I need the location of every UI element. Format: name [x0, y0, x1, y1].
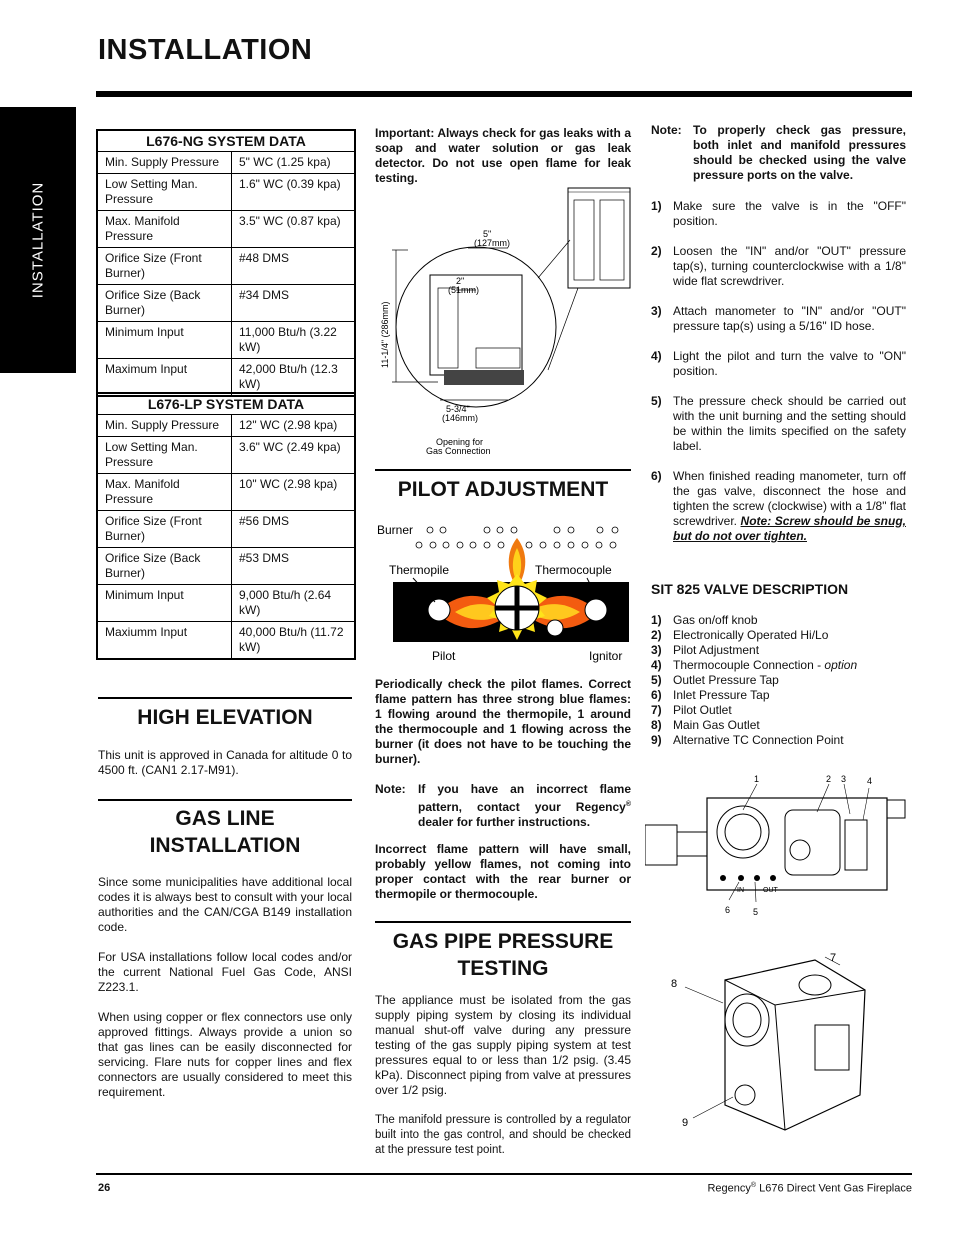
ignitor-label: Ignitor — [589, 649, 623, 663]
dim-label: 5-3/4" — [446, 404, 470, 414]
important-note: Important: Always check for gas leaks with a soap and water solution or gas leak detector. Do not use open flame for leak testing. — [375, 126, 631, 185]
callout-6: 6 — [725, 905, 731, 915]
thermopile-label: Thermopile — [389, 563, 450, 577]
list-item: 1) Gas on/off knob — [651, 613, 758, 627]
table-row: Maximum Input 42,000 Btu/h (12.3 kW) — [97, 359, 355, 397]
section-rule — [98, 799, 352, 801]
port-in-label: IN — [737, 887, 744, 894]
callout-8: 8 — [671, 978, 678, 990]
callout-3: 3 — [841, 774, 847, 784]
footer-product: Regency® L676 Direct Vent Gas Fireplace — [707, 1182, 912, 1195]
side-tab-label: INSTALLATION — [29, 181, 47, 299]
lp-table-title: L676-LP SYSTEM DATA — [97, 393, 355, 415]
table-row: Orifice Size (Back Burner) #34 DMS — [97, 285, 355, 322]
table-row: Orifice Size (Front Burner) #56 DMS — [97, 511, 355, 548]
list-item: 6) Inlet Pressure Tap — [651, 688, 770, 702]
pilot-flame-diagram — [375, 518, 633, 668]
page-title: INSTALLATION — [98, 34, 313, 66]
pressure-check-steps — [651, 199, 906, 559]
gas-pipe-text: The appliance must be isolated from the gas supply piping system by closing its individual manual shut-off valve during any pressure testing of the gas supply piping system at test pressures equal to or less than 1/2 psig. (3.45 kPa). Disconnect piping from valve at pressures over 1/2 psig. The manifold pressure is controlled by a regulator built into the gas control, and should be checked at the pressure test point. — [375, 993, 631, 1156]
gas-pipe-title: GAS PIPE PRESSURE TESTING — [392, 930, 614, 980]
dim-label: (51mm) — [448, 285, 479, 295]
list-item: 3) Pilot Adjustment — [651, 643, 760, 657]
pilot-check-text: Periodically check the pilot flames. Correct flame pattern has three strong blue flames: 1 flowing around the thermopile, 1 around the thermocouple and 1 flowing across the burner (it does not have to be touching the burner). — [375, 677, 631, 766]
table-row: Orifice Size (Front Burner) #48 DMS — [97, 248, 355, 285]
ng-table-title: L676-NG SYSTEM DATA — [97, 130, 355, 152]
pilot-label: Pilot — [432, 649, 456, 663]
table-row: Max. Manifold Pressure 10" WC (2.98 kpa) — [97, 474, 355, 511]
gas-line-title: GAS LINE INSTALLATION — [149, 807, 301, 857]
lp-system-data-table — [96, 392, 356, 660]
list-item: 4) Thermocouple Connection - option — [651, 658, 858, 672]
footer-rule — [96, 1173, 912, 1175]
dim-label: 5" — [483, 229, 492, 239]
list-item: 3) Attach manometer to "IN" and/or "OUT" pressure tap(s) using a 5/16" ID hose. — [651, 304, 906, 333]
port-out-label: OUT — [763, 887, 778, 894]
caption: Gas Connection — [426, 446, 491, 456]
list-item: 1) Make sure the valve is in the "OFF" position. — [651, 199, 906, 228]
dim-label: 11-1/4" (286mm) — [380, 301, 390, 368]
gas-line-text: Since some municipalities have additional local codes it is always best to consult with your local authorities and the CAN/CGA B149 installation code. For USA installations follow local codes and/or the current National Fuel Gas Code, ANSI Z223.1. When using copper or flex connectors use only approved fittings. Always provide a union so that gas lines can be easily disconnected for servicing. Flare nuts for copper lines and flex connectors are usually considered to meet this requirement. — [98, 875, 352, 1099]
list-item: 2) Loosen the "IN" and/or "OUT" pressure tap(s), turning counterclockwise with a 1/8" wide flat screwdriver. — [651, 244, 906, 288]
callout-2: 2 — [826, 774, 832, 784]
list-item: 5) The pressure check should be carried out with the unit burning and the setting should be within the limits specified on the safety label. — [651, 394, 906, 453]
caption: Opening for — [436, 437, 484, 447]
incorrect-flame-text: Incorrect flame pattern will have small, probably yellow flames, not coming into proper contact with the rear burner or thermopile or thermocouple. — [375, 842, 631, 901]
callout-9: 9 — [682, 1117, 689, 1129]
table-row: Min. Supply Pressure 12" WC (2.98 kpa) — [97, 415, 355, 437]
table-row: Orifice Size (Back Burner) #53 DMS — [97, 548, 355, 585]
section-rule — [98, 697, 352, 699]
dim-label: (146mm) — [442, 413, 479, 423]
valve-top-view-diagram — [645, 770, 913, 920]
table-row: Min. Supply Pressure 5" WC (1.25 kpa) — [97, 152, 355, 174]
thermocouple-label: Thermocouple — [535, 563, 612, 577]
gas-connection-diagram — [378, 180, 634, 460]
table-row: Low Setting Man. Pressure 1.6" WC (0.39 kpa) — [97, 174, 355, 211]
valve-description-title: SIT 825 VALVE DESCRIPTION — [651, 581, 849, 597]
callout-4: 4 — [867, 776, 873, 786]
table-row: Minimum Input 9,000 Btu/h (2.64 kW) — [97, 585, 355, 622]
section-rule — [375, 921, 631, 923]
section-rule — [375, 469, 631, 471]
high-elevation-title: HIGH ELEVATION — [137, 706, 313, 729]
table-row: Max. Manifold Pressure 3.5" WC (0.87 kpa) — [97, 211, 355, 248]
note-label: Note: — [375, 782, 406, 796]
note-label: Note: — [651, 123, 682, 137]
side-tab — [0, 107, 76, 373]
table-row: Low Setting Man. Pressure 3.6" WC (2.49 kpa) — [97, 437, 355, 474]
list-item: 7) Pilot Outlet — [651, 703, 732, 717]
list-item: 5) Outlet Pressure Tap — [651, 673, 779, 687]
table-row: Minimum Input 11,000 Btu/h (3.22 kW) — [97, 322, 355, 359]
dim-label: 2" — [456, 276, 465, 286]
header-rule — [96, 91, 912, 97]
list-item: 2) Electronically Operated Hi/Lo — [651, 628, 829, 642]
burner-label: Burner — [377, 523, 414, 537]
list-item: 9) Alternative TC Connection Point — [651, 733, 844, 747]
pilot-note-text: If you have an incorrect flame pattern, contact your Regency® dealer for further instructions. — [418, 782, 631, 829]
ng-system-data-table — [96, 129, 356, 397]
pilot-adjustment-title: PILOT ADJUSTMENT — [397, 478, 609, 501]
high-elevation-text: This unit is approved in Canada for altitude 0 to 4500 ft. (CAN1 2.17-M91). — [98, 748, 352, 777]
dim-label: (127mm) — [474, 238, 511, 248]
list-item: 8) Main Gas Outlet — [651, 718, 760, 732]
valve-perspective-diagram — [665, 945, 890, 1140]
page-number: 26 — [98, 1182, 111, 1194]
list-item: 6) When finished reading manometer, turn off the gas valve, disconnect the hose and tighten the screw (clockwise) with a 1/8" flat screwdriver. Note: Screw should be snug, but do not over tighten. — [651, 469, 906, 543]
callout-7: 7 — [830, 952, 837, 964]
callout-5: 5 — [753, 907, 759, 917]
pressure-note-text: To properly check gas pressure, both inlet and manifold pressures should be checked using the valve pressure ports on the valve. — [693, 123, 906, 182]
list-item: 4) Light the pilot and turn the valve to "ON" position. — [651, 349, 906, 378]
screw-note: Note: Screw should be snug, but do not over tighten. — [673, 514, 906, 543]
callout-1: 1 — [754, 774, 760, 784]
table-row: Maxiumm Input 40,000 Btu/h (11.72 kW) — [97, 622, 355, 660]
valve-parts-list — [651, 613, 906, 748]
